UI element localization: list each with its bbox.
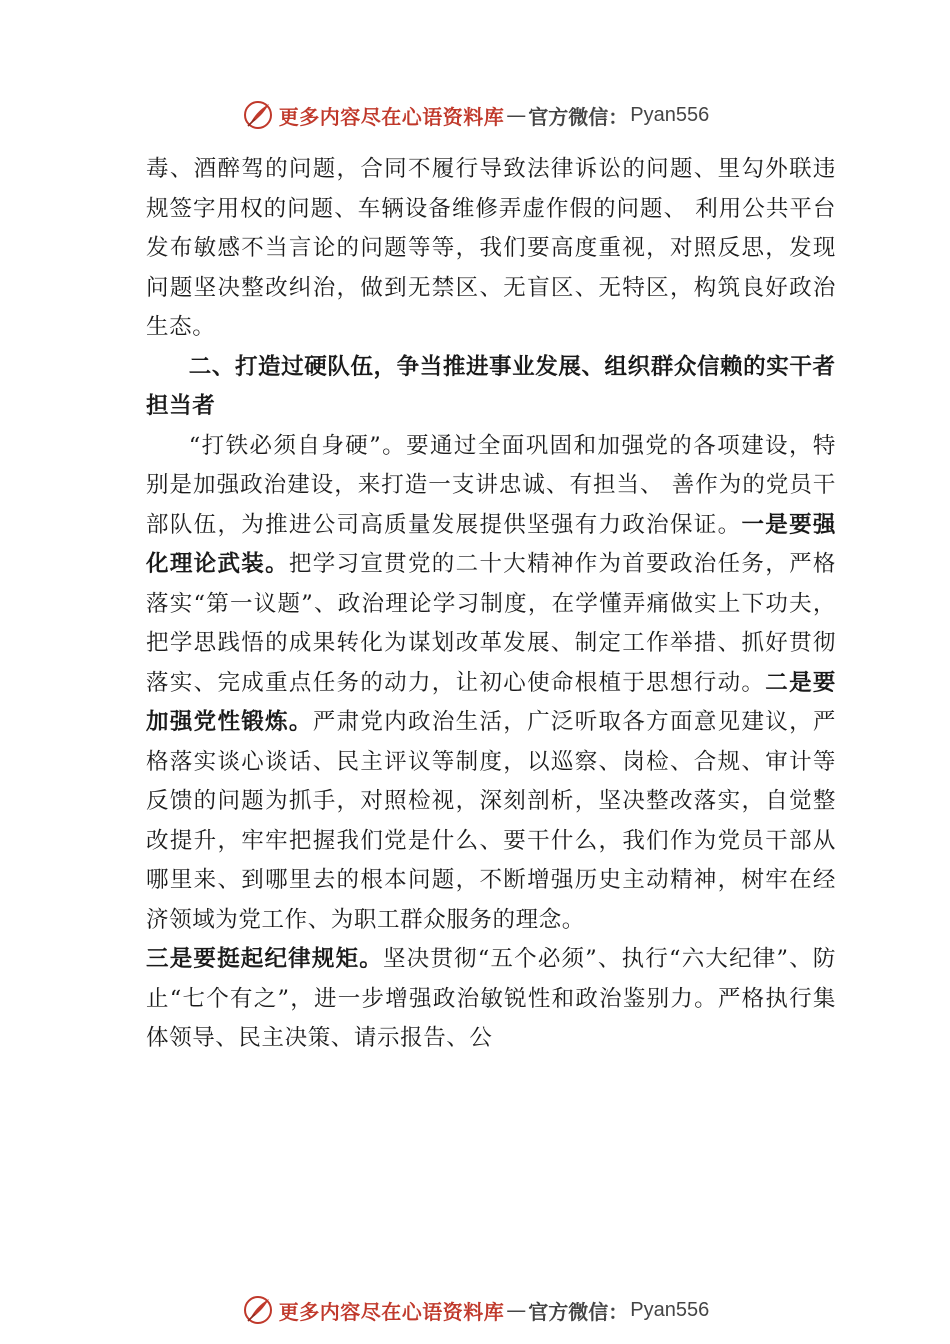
paragraph-continued: 毒、酒醉驾的问题，合同不履行导致法律诉讼的问题、里勾外联违规签字用权的问题、车辆设备维修弄虚作假的问题、 利用公共平台发布敏感不当言论的问题等等，我们要高度重视，对照反思，发现问题坚决整改纠治，做到无禁区、无盲区、无特区，构筑良好政治生态。 [146,156,836,340]
banner-dash: — [506,1298,527,1322]
document-body [146,150,836,1059]
wechat-id: Pyan556 [630,103,710,126]
text-span: 坚决贯彻“五个必须”、执行“六大纪律”、防止“七个有之”，进一步增强政治敏锐性和政治鉴别力。严格执行集体领导、民主决策、请示报告、公 [146,946,836,1051]
wechat-id: Pyan556 [630,1298,710,1321]
wechat-label: 官方微信： [528,1299,629,1324]
text-span: “打铁必须自身硬”。要通过全面巩固和加强党的各项建设，特别是加强政治建设，来打造一支讲忠诚、有担当、 善作为的党员干部队伍，为推进公司高质量发展提供坚强有力政治保证。 [146,432,836,538]
site-name: 更多内容尽在心语资料库 [278,1299,505,1324]
text-span: 严肃党内政治生活，广泛听取各方面意见建议，严格落实谈心谈话、民主评议等制度，以巡察、岗检、合规、审计等反馈的问题为抓手，对照检视，深刻剖析，坚决整改落实，自觉整改提升，牢牢把握我们党是什么、要干什么，我们作为党员干部从哪里来、到哪里去的根本问题，不断增强历史主动精神，树牢在经济领域为党工作、为职工群众服务的理念。 [146,709,837,933]
header-banner [0,95,950,135]
banner-dash: — [506,103,527,127]
bold-point-2: 二是要加强党性锻炼。 [146,669,836,735]
section-heading-2: 二、打造过硬队伍，争当推进事业发展、组织群众信赖的实干者担当者 [146,353,836,419]
wechat-label: 官方微信： [528,104,629,129]
bold-point-3: 三是要挺起纪律规矩。 [146,946,383,972]
paragraph-point-3 [146,940,836,1059]
paragraph-section-2 [146,427,836,941]
footer-banner [0,1290,950,1330]
site-name: 更多内容尽在心语资料库 [278,104,505,129]
feather-quill-icon [241,1293,275,1327]
feather-quill-icon [241,98,275,132]
text-span: 把学习宣贯党的二十大精神作为首要政治任务，严格落实“第一议题”、政治理论学习制度，在学懂弄痛做实上下功夫，把学思践悟的成果转化为谋划改革发展、制定工作举措、抓好贯彻落实、完成重点任务的动力，让初心使命根植于思想行动。 [146,551,836,696]
bold-point-1: 一是要强化理论武装。 [146,511,836,577]
